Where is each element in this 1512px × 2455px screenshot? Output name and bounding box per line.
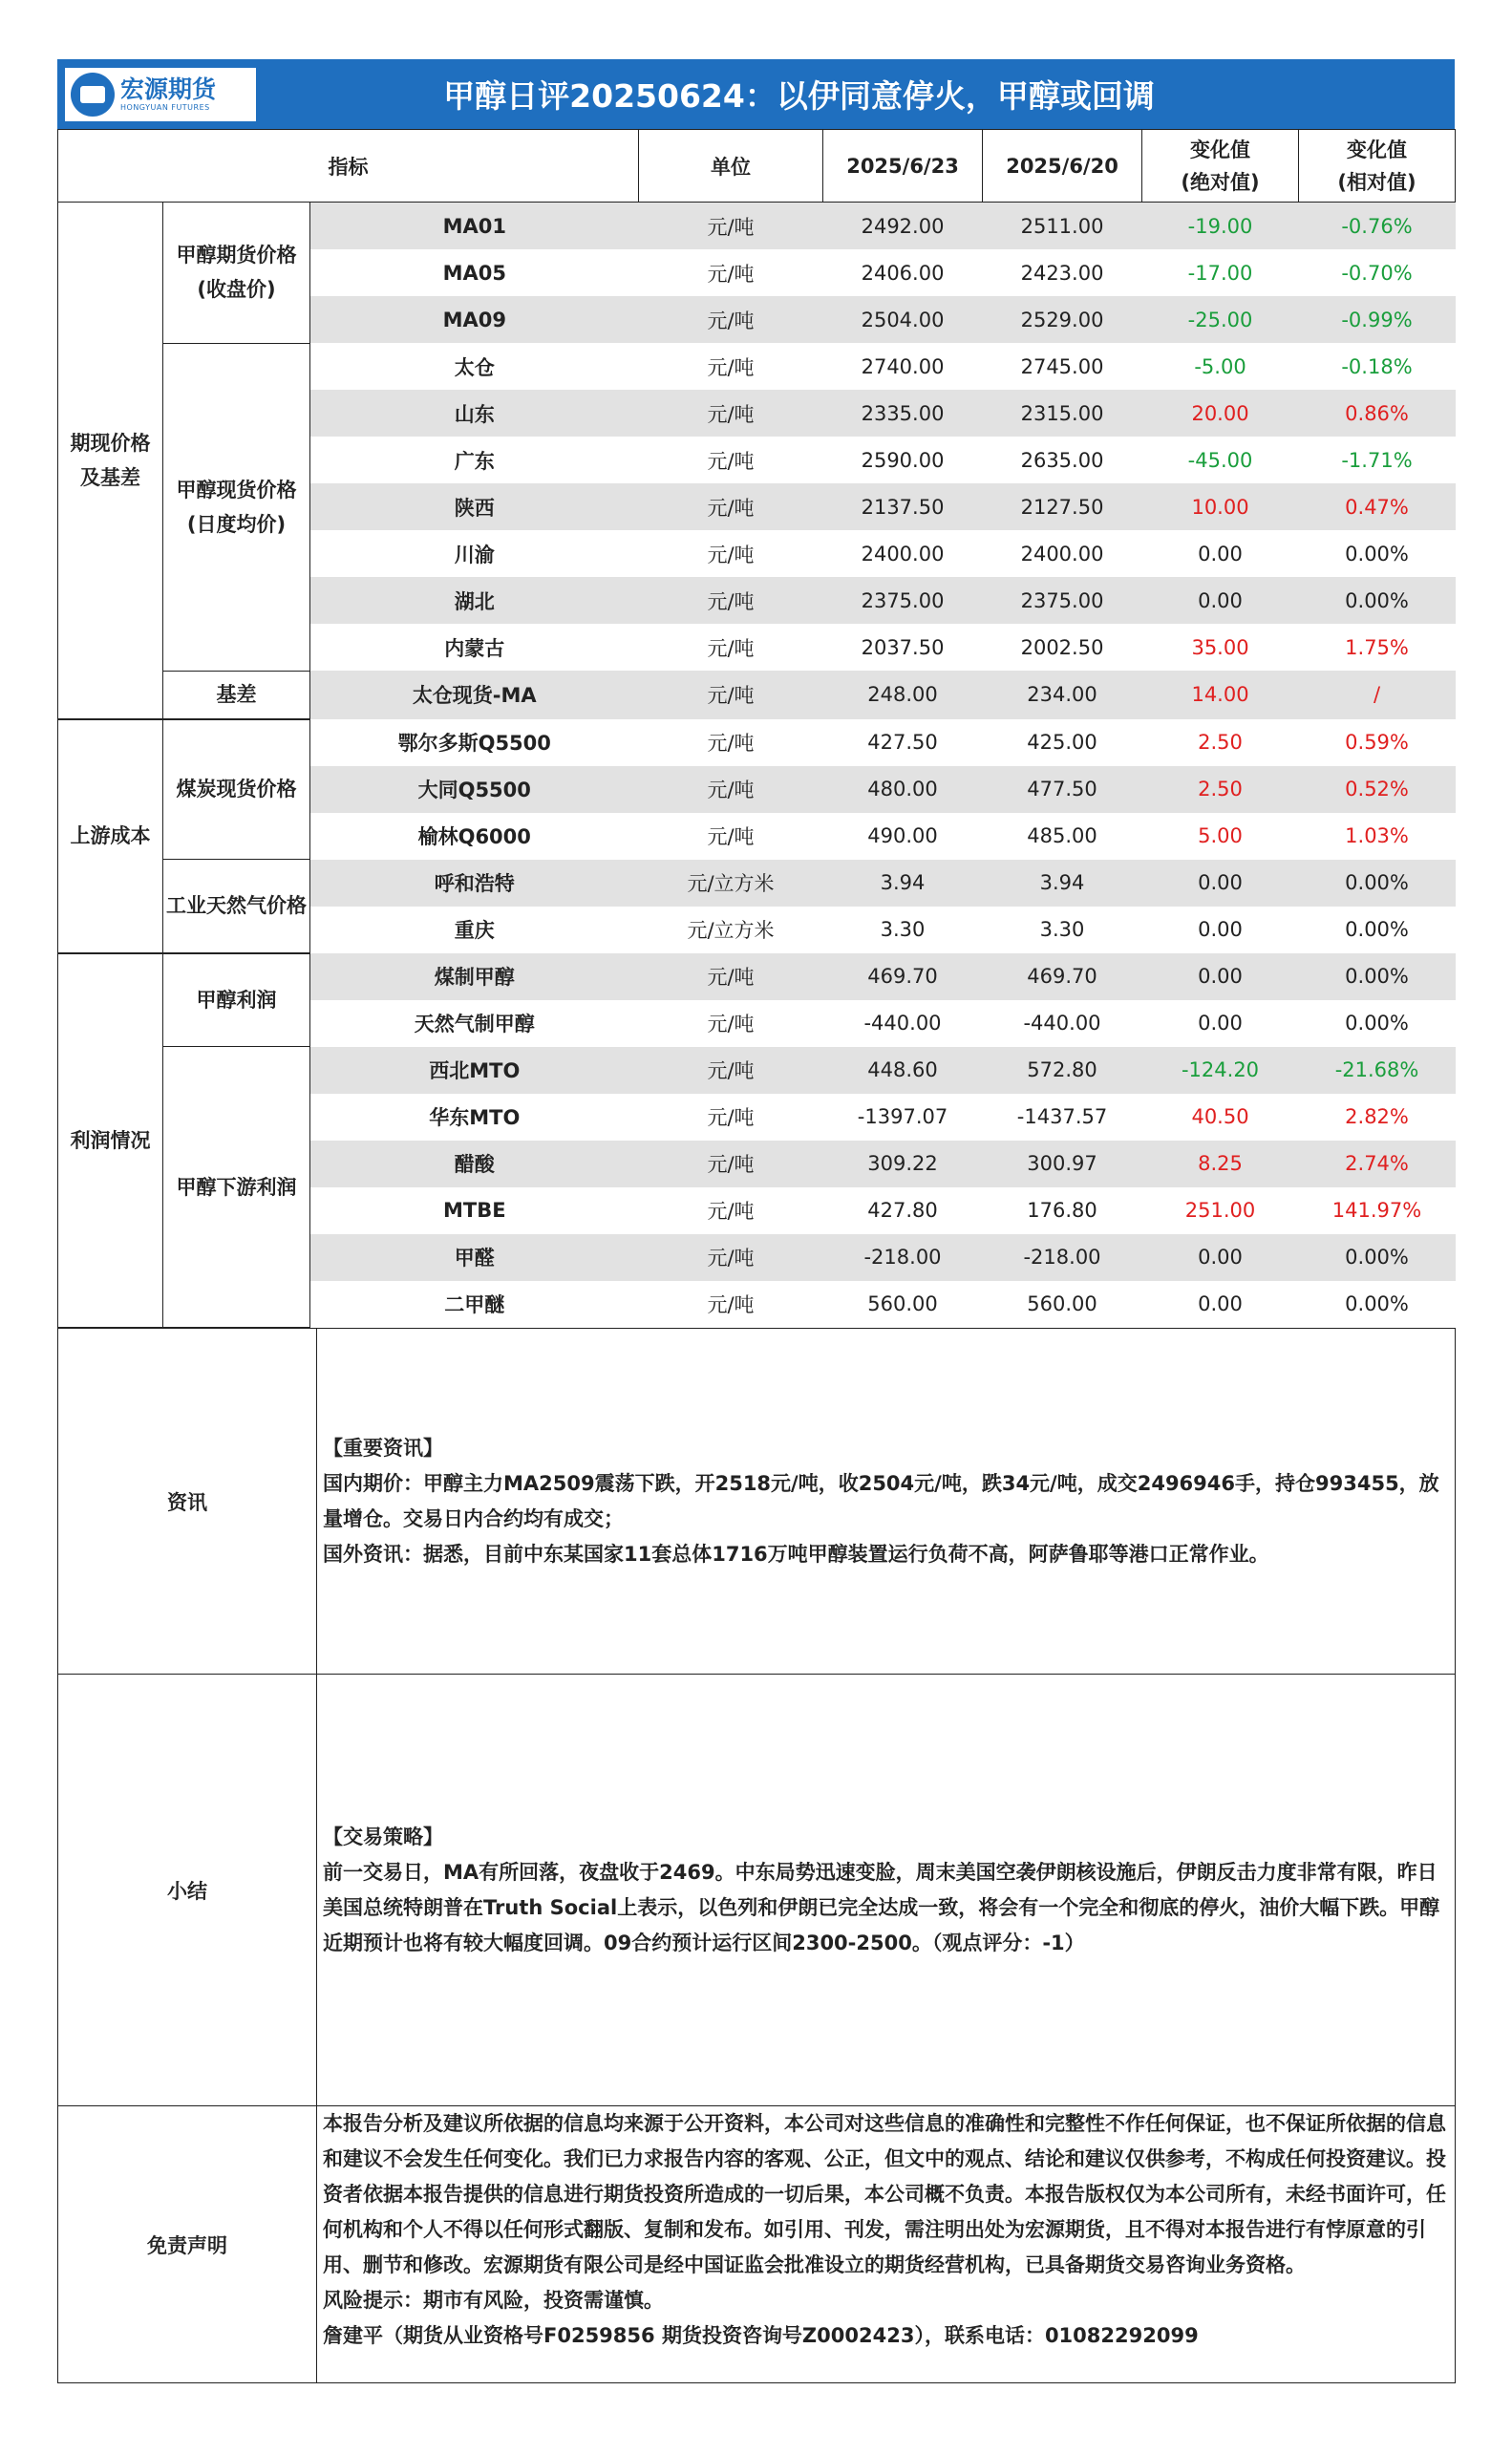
news-heading: 【重要资讯】 [323, 1436, 443, 1460]
abs-change: 0.00 [1142, 1000, 1299, 1047]
value-date2: 3.94 [983, 860, 1142, 907]
rel-change: 0.00% [1299, 860, 1456, 907]
indicator-name: 二甲醚 [310, 1281, 639, 1328]
value-date1: 2335.00 [823, 390, 983, 437]
value-date2: -1437.57 [983, 1094, 1142, 1141]
indicator-name: 华东MTO [310, 1094, 639, 1141]
unit-value: 元/吨 [639, 1187, 823, 1234]
table-row [58, 953, 1456, 1000]
commentary-table [57, 1328, 1456, 2383]
value-date1: 2375.00 [823, 577, 983, 624]
category-futures-spot: 期现价格 及基差 [58, 203, 163, 719]
value-date1: 2740.00 [823, 343, 983, 390]
price-table-body [58, 203, 1456, 1328]
value-date2: 2315.00 [983, 390, 1142, 437]
abs-change: -5.00 [1142, 343, 1299, 390]
unit-value: 元/吨 [639, 390, 823, 437]
abs-change: 40.50 [1142, 1094, 1299, 1141]
indicator-name: 陕西 [310, 483, 639, 530]
value-date2: 2002.50 [983, 624, 1142, 671]
unit-value: 元/吨 [639, 249, 823, 296]
col-abs-change: 变化值 (绝对值) [1142, 130, 1299, 203]
value-date2: 2635.00 [983, 437, 1142, 483]
abs-change: -124.20 [1142, 1047, 1299, 1094]
rel-change: 0.00% [1299, 907, 1456, 953]
rel-change: 141.97% [1299, 1187, 1456, 1234]
value-date1: 3.30 [823, 907, 983, 953]
abs-change: 14.00 [1142, 671, 1299, 719]
value-date2: 3.30 [983, 907, 1142, 953]
value-date2: 2745.00 [983, 343, 1142, 390]
summary-label: 小结 [58, 1675, 317, 2106]
subcategory-methanol-profit: 甲醇利润 [163, 953, 310, 1047]
abs-change: 8.25 [1142, 1141, 1299, 1187]
indicator-name: 大同Q5500 [310, 766, 639, 813]
indicator-name: MA09 [310, 296, 639, 343]
news-label: 资讯 [58, 1329, 317, 1675]
value-date2: 2423.00 [983, 249, 1142, 296]
value-date1: 2406.00 [823, 249, 983, 296]
unit-value: 元/吨 [639, 719, 823, 766]
abs-change: 5.00 [1142, 813, 1299, 860]
indicator-name: 太仓现货-MA [310, 671, 639, 719]
subcategory-basis: 基差 [163, 671, 310, 719]
value-date1: 560.00 [823, 1281, 983, 1328]
table-row [58, 203, 1456, 250]
subcategory-downstream-profit: 甲醇下游利润 [163, 1047, 310, 1328]
summary-content [317, 1675, 1456, 2106]
subcategory-spot-price: 甲醇现货价格 (日度均价) [163, 343, 310, 671]
table-row [58, 343, 1456, 390]
unit-value: 元/吨 [639, 624, 823, 671]
value-date2: -440.00 [983, 1000, 1142, 1047]
unit-value: 元/吨 [639, 671, 823, 719]
unit-value: 元/吨 [639, 1047, 823, 1094]
abs-change: -17.00 [1142, 249, 1299, 296]
value-date1: -218.00 [823, 1234, 983, 1281]
logo-english: HONGYUAN FUTURES [120, 103, 210, 112]
table-row [58, 1047, 1456, 1094]
value-date2: 469.70 [983, 953, 1142, 1000]
abs-change: 0.00 [1142, 907, 1299, 953]
subcategory-coal-price: 煤炭现货价格 [163, 719, 310, 860]
abs-change: 2.50 [1142, 719, 1299, 766]
rel-change: -0.76% [1299, 203, 1456, 250]
value-date1: 248.00 [823, 671, 983, 719]
col-unit: 单位 [639, 130, 823, 203]
abs-change: 0.00 [1142, 953, 1299, 1000]
rel-change: / [1299, 671, 1456, 719]
value-date2: -218.00 [983, 1234, 1142, 1281]
indicator-name: 呼和浩特 [310, 860, 639, 907]
indicator-name: 天然气制甲醇 [310, 1000, 639, 1047]
rel-change: 1.03% [1299, 813, 1456, 860]
summary-heading: 【交易策略】 [323, 1825, 443, 1848]
logo-icon [71, 73, 115, 117]
unit-value: 元/立方米 [639, 907, 823, 953]
value-date1: 469.70 [823, 953, 983, 1000]
unit-value: 元/吨 [639, 577, 823, 624]
table-row [58, 860, 1456, 907]
indicator-name: MA01 [310, 203, 639, 250]
title-bar [57, 59, 1455, 129]
value-date2: 477.50 [983, 766, 1142, 813]
rel-change: 0.52% [1299, 766, 1456, 813]
table-row [58, 671, 1456, 719]
report-sheet [57, 59, 1455, 2383]
value-date1: 448.60 [823, 1047, 983, 1094]
rel-change: 0.00% [1299, 1234, 1456, 1281]
rel-change: 0.00% [1299, 577, 1456, 624]
rel-change: -0.99% [1299, 296, 1456, 343]
unit-value: 元/立方米 [639, 860, 823, 907]
category-upstream: 上游成本 [58, 719, 163, 953]
indicator-name: 广东 [310, 437, 639, 483]
col-date2: 2025/6/20 [983, 130, 1142, 203]
indicator-name: 山东 [310, 390, 639, 437]
indicator-name: 内蒙古 [310, 624, 639, 671]
value-date2: 2529.00 [983, 296, 1142, 343]
value-date2: 572.80 [983, 1047, 1142, 1094]
subcategory-gas-price: 工业天然气价格 [163, 860, 310, 953]
value-date1: 2037.50 [823, 624, 983, 671]
value-date2: 2511.00 [983, 203, 1142, 250]
unit-value: 元/吨 [639, 1281, 823, 1328]
value-date2: 2127.50 [983, 483, 1142, 530]
abs-change: 35.00 [1142, 624, 1299, 671]
rel-change: -21.68% [1299, 1047, 1456, 1094]
unit-value: 元/吨 [639, 483, 823, 530]
indicator-name: 重庆 [310, 907, 639, 953]
value-date1: 309.22 [823, 1141, 983, 1187]
rel-change: 0.59% [1299, 719, 1456, 766]
value-date1: 2590.00 [823, 437, 983, 483]
disclaimer-content [317, 2106, 1456, 2383]
unit-value: 元/吨 [639, 1094, 823, 1141]
price-table [57, 129, 1456, 1328]
value-date1: -440.00 [823, 1000, 983, 1047]
col-date1: 2025/6/23 [823, 130, 983, 203]
unit-value: 元/吨 [639, 1141, 823, 1187]
abs-change: -25.00 [1142, 296, 1299, 343]
value-date1: 427.50 [823, 719, 983, 766]
abs-change: 10.00 [1142, 483, 1299, 530]
rel-change: 2.82% [1299, 1094, 1456, 1141]
abs-change: 20.00 [1142, 390, 1299, 437]
rel-change: -0.70% [1299, 249, 1456, 296]
disclaimer-label: 免责声明 [58, 2106, 317, 2383]
indicator-name: 太仓 [310, 343, 639, 390]
rel-change: 0.00% [1299, 1281, 1456, 1328]
value-date1: 2492.00 [823, 203, 983, 250]
unit-value: 元/吨 [639, 953, 823, 1000]
analyst-info: 詹建平（期货从业资格号F0259856 期货投资咨询号Z0002423），联系电话：01082292099 [323, 2324, 1199, 2347]
indicator-name: 榆林Q6000 [310, 813, 639, 860]
unit-value: 元/吨 [639, 813, 823, 860]
value-date1: 427.80 [823, 1187, 983, 1234]
unit-value: 元/吨 [639, 203, 823, 250]
unit-value: 元/吨 [639, 296, 823, 343]
col-indicator: 指标 [58, 130, 639, 203]
indicator-name: 鄂尔多斯Q5500 [310, 719, 639, 766]
value-date2: 2400.00 [983, 530, 1142, 577]
rel-change: 0.00% [1299, 953, 1456, 1000]
rel-change: 0.86% [1299, 390, 1456, 437]
disclaimer-text: 本报告分析及建议所依据的信息均来源于公开资料，本公司对这些信息的准确性和完整性不作任何保证，也不保证所依据的信息和建议不会发生任何变化。我们已力求报告内容的客观、公正，但文中的观点、结论和建议仅供参考，不构成任何投资建议。投资者依据本报告提供的信息进行期货投资所造成的一切后果，本公司概不负责。本报告版权仅为本公司所有，未经书面许可，任何机构和个人不得以任何形式翻版、复制和发布。如引用、刊发，需注明出处为宏源期货，且不得对本报告进行有悖原意的引用、删节和修改。宏源期货有限公司是经中国证监会批准设立的期货经营机构，已具备期货交易咨询业务资格。 [323, 2112, 1446, 2276]
indicator-name: 湖北 [310, 577, 639, 624]
rel-change: -0.18% [1299, 343, 1456, 390]
value-date1: 2400.00 [823, 530, 983, 577]
news-content [317, 1329, 1456, 1675]
value-date1: 2504.00 [823, 296, 983, 343]
rel-change: 2.74% [1299, 1141, 1456, 1187]
abs-change: 0.00 [1142, 1234, 1299, 1281]
unit-value: 元/吨 [639, 1000, 823, 1047]
unit-value: 元/吨 [639, 766, 823, 813]
news-foreign: 国外资讯：据悉，目前中东某国家11套总体1716万吨甲醇装置运行负荷不高，阿萨鲁耶等港口正常作业。 [323, 1542, 1269, 1566]
abs-change: 0.00 [1142, 577, 1299, 624]
value-date2: 485.00 [983, 813, 1142, 860]
rel-change: 0.47% [1299, 483, 1456, 530]
abs-change: 2.50 [1142, 766, 1299, 813]
table-row [58, 719, 1456, 766]
indicator-name: 煤制甲醇 [310, 953, 639, 1000]
company-logo [65, 68, 256, 121]
indicator-name: 醋酸 [310, 1141, 639, 1187]
report-title: 甲醇日评20250624：以伊同意停火，甲醇或回调 [443, 77, 1155, 115]
abs-change: 251.00 [1142, 1187, 1299, 1234]
indicator-name: MA05 [310, 249, 639, 296]
value-date1: 3.94 [823, 860, 983, 907]
abs-change: -19.00 [1142, 203, 1299, 250]
value-date2: 425.00 [983, 719, 1142, 766]
indicator-name: MTBE [310, 1187, 639, 1234]
value-date2: 2375.00 [983, 577, 1142, 624]
indicator-name: 西北MTO [310, 1047, 639, 1094]
value-date1: 490.00 [823, 813, 983, 860]
value-date2: 176.80 [983, 1187, 1142, 1234]
abs-change: -45.00 [1142, 437, 1299, 483]
value-date2: 300.97 [983, 1141, 1142, 1187]
col-rel-change: 变化值 (相对值) [1299, 130, 1456, 203]
value-date2: 560.00 [983, 1281, 1142, 1328]
risk-notice: 风险提示：期市有风险，投资需谨慎。 [323, 2289, 664, 2312]
rel-change: 0.00% [1299, 530, 1456, 577]
rel-change: 1.75% [1299, 624, 1456, 671]
rel-change: 0.00% [1299, 1000, 1456, 1047]
unit-value: 元/吨 [639, 437, 823, 483]
abs-change: 0.00 [1142, 530, 1299, 577]
value-date1: 2137.50 [823, 483, 983, 530]
abs-change: 0.00 [1142, 1281, 1299, 1328]
unit-value: 元/吨 [639, 530, 823, 577]
value-date1: 480.00 [823, 766, 983, 813]
logo-name: 宏源期货 [120, 75, 217, 103]
subcategory-futures-price: 甲醇期货价格 (收盘价) [163, 203, 310, 344]
value-date1: -1397.07 [823, 1094, 983, 1141]
indicator-name: 甲醛 [310, 1234, 639, 1281]
value-date2: 234.00 [983, 671, 1142, 719]
abs-change: 0.00 [1142, 860, 1299, 907]
summary-text: 前一交易日，MA有所回落，夜盘收于2469。中东局势迅速变脸，周末美国空袭伊朗核设施后，伊朗反击力度非常有限，昨日美国总统特朗普在Truth Social上表示，以色列和伊朗已完全达成一致，将会有一个完全和彻底的停火，油价大幅下跌。甲醇近期预计也将有较大幅度回调。09合约预计运行区间2300-2500。（观点评分：-1） [323, 1860, 1440, 1954]
category-profit: 利润情况 [58, 953, 163, 1328]
unit-value: 元/吨 [639, 1234, 823, 1281]
news-domestic: 国内期价：甲醇主力MA2509震荡下跌，开2518元/吨，收2504元/吨，跌34元/吨，成交2496946手，持仓993455，放量增仓。交易日内合约均有成交； [323, 1471, 1439, 1530]
indicator-name: 川渝 [310, 530, 639, 577]
rel-change: -1.71% [1299, 437, 1456, 483]
unit-value: 元/吨 [639, 343, 823, 390]
